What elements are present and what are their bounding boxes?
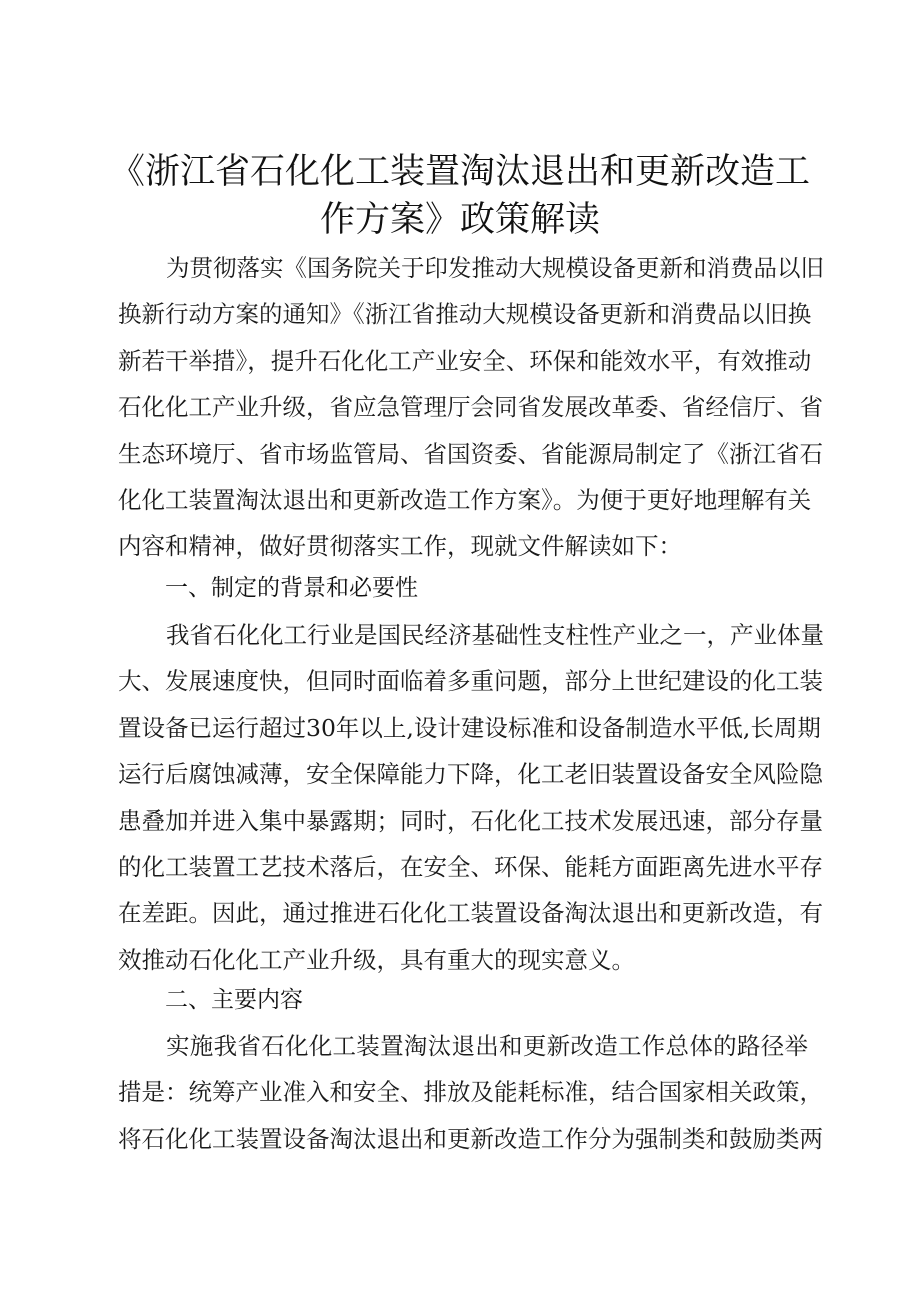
document-title-line-2: 作方案》政策解读 [319,200,600,240]
intro-line: 为贯彻落实《国务院关于印发推动大规模设备更新和消费品以旧 [166,254,824,282]
section-1-line: 在差距。因此，通过推进石化化工装置设备淘汰退出和更新改造，有 [118,899,823,928]
section-2-line: 将石化化工装置设备淘汰退出和更新改造工作分为强制类和鼓励类两 [118,1124,823,1153]
section-1-paragraph [118,612,824,983]
section-1-line: 运行后腐蚀减薄，安全保障能力下降，化工老旧装置设备安全风险隐 [118,760,823,789]
section-1-line: 的化工装置工艺技术落后，在安全、环保、能耗方面距离先进水平存 [118,853,823,882]
intro-line: 生态环境厅、省市场监管局、省国资委、省能源局制定了《浙江省石 [118,439,823,468]
section-1-heading: 一、制定的背景和必要性 [165,575,418,601]
intro-paragraph [118,245,824,570]
section-1-line: 我省石化化工行业是国民经济基础性支柱性产业之一，产业体量 [166,621,824,649]
section-1-line: 患叠加并进入集中暴露期；同时，石化化工技术发展迅速，部分存量 [118,806,823,835]
section-2-line: 措是：统筹产业准入和安全、排放及能耗标准，结合国家相关政策， [118,1078,823,1107]
section-2-paragraph [118,1023,823,1162]
intro-line: 内容和精神，做好贯彻落实工作，现就文件解读如下： [118,532,682,561]
section-1-line: 大、发展速度快，但同时面临着多重问题，部分上世纪建设的化工装 [118,667,823,696]
section-2-line: 实施我省石化化工装置淘汰退出和更新改造工作总体的路径举 [166,1032,808,1060]
section-1-line: 效推动石化化工产业升级，具有重大的现实意义。 [118,945,635,974]
document-title-line-1: 《浙江省石化化工装置淘汰退出和更新改造工 [109,152,810,192]
intro-line: 石化化工产业升级，省应急管理厅会同省发展改革委、省经信厅、省 [118,393,823,422]
intro-line: 化化工装置淘汰退出和更新改造工作方案》。为便于更好地理解有关 [118,486,812,515]
intro-line: 换新行动方案的通知》《浙江省推动大规模设备更新和消费品以旧换 [118,300,812,329]
section-1-line: 置设备已运行超过30年以上,设计建设标准和设备制造水平低,长周期 [118,713,821,742]
section-2-heading: 二、主要内容 [165,987,303,1013]
intro-line: 新若干举措》，提升石化化工产业安全、环保和能效水平，有效推动 [118,346,812,375]
